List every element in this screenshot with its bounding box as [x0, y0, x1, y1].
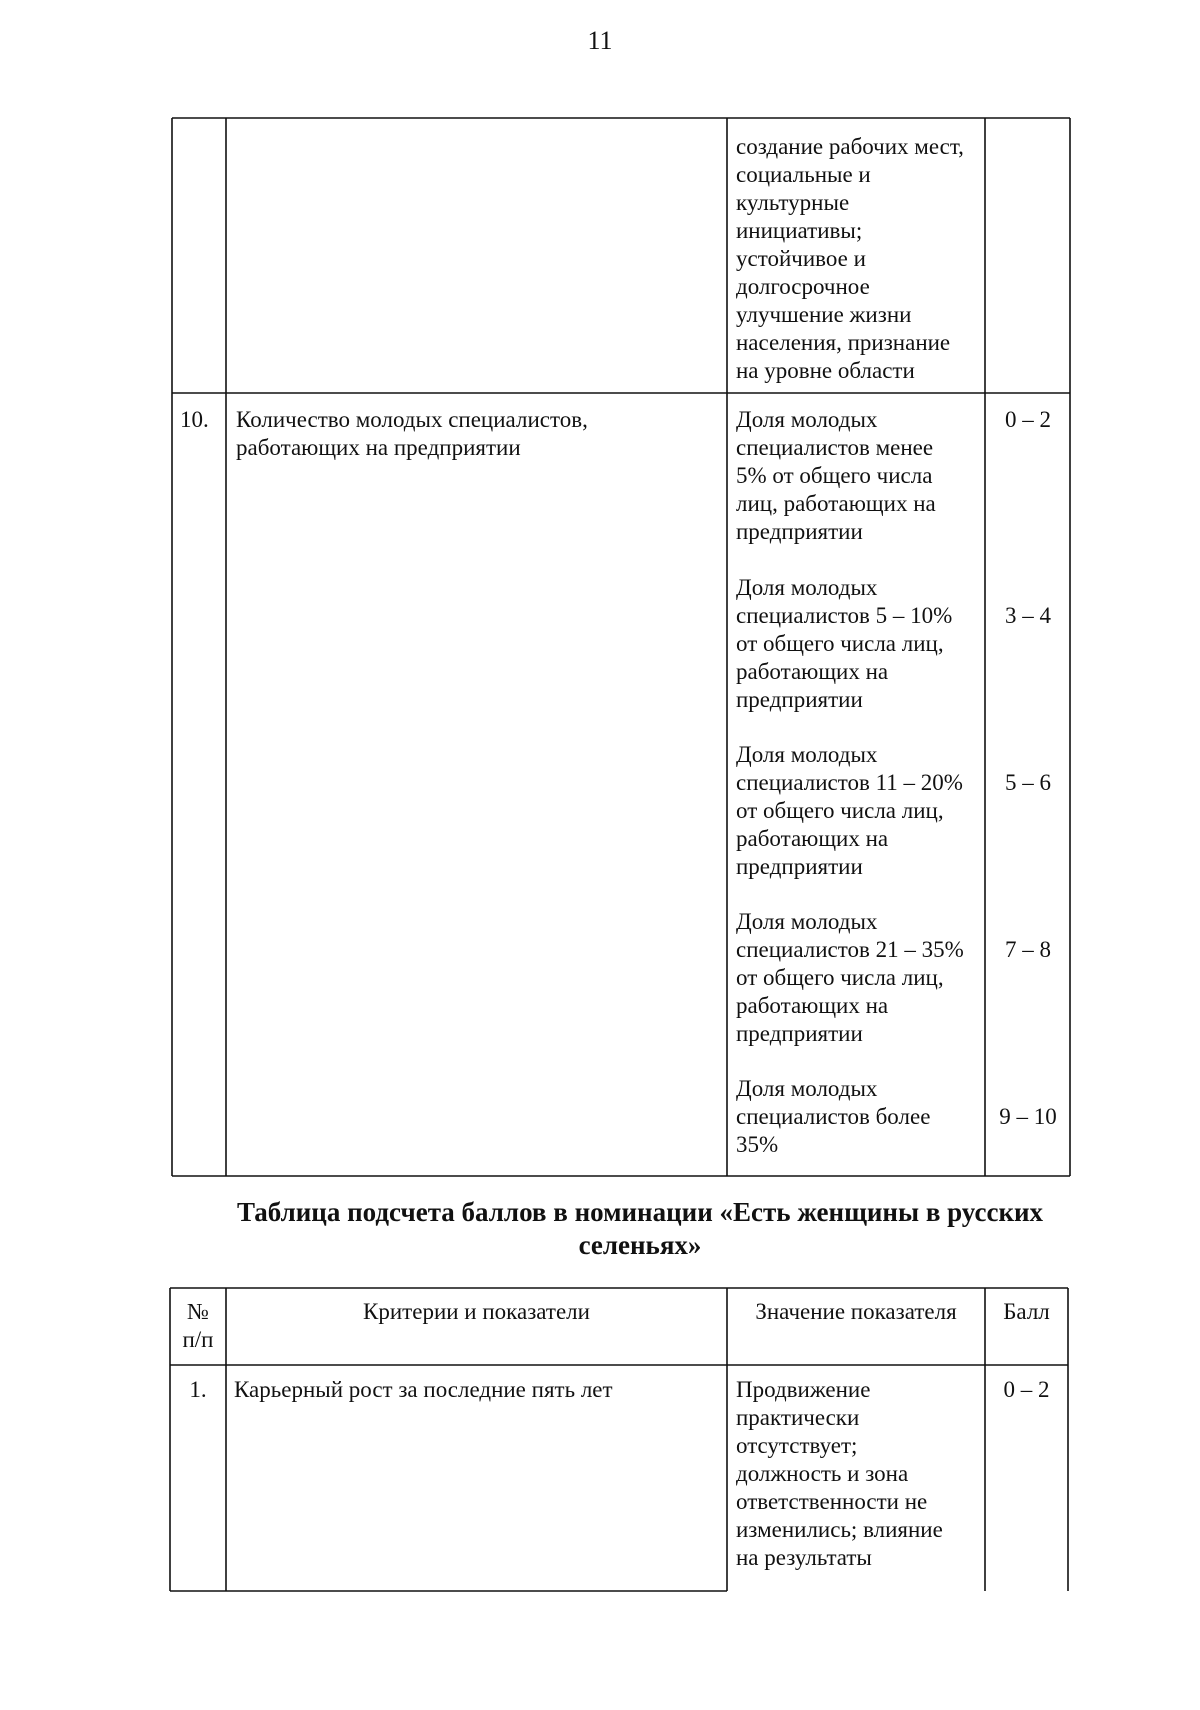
header-criteria: Критерии и показатели — [363, 1299, 590, 1324]
row-10-value-3: Доля молодых специалистов 11 – 20% от общего числа лиц, работающих на предприятии — [736, 742, 963, 879]
header-number: № п/п — [182, 1299, 214, 1352]
header-score: Балл — [1003, 1299, 1050, 1324]
row-10-number: 10. — [180, 407, 209, 432]
row-10-criterion: Количество молодых специалистов, работающих на предприятии — [236, 407, 588, 460]
header-value: Значение показателя — [755, 1299, 957, 1324]
row-1-value: Продвижение практически отсутствует; должность и зона ответственности не изменились; влияние на результаты — [736, 1377, 943, 1570]
row-10-value-5: Доля молодых специалистов более 35% — [736, 1076, 931, 1157]
page-number: 11 — [587, 26, 613, 55]
row-10-score-4: 7 – 8 — [1005, 937, 1051, 962]
row-10-score-2: 3 – 4 — [1005, 603, 1051, 628]
row-1-number: 1. — [189, 1377, 207, 1402]
row-10-value-2: Доля молодых специалистов 5 – 10% от общего числа лиц, работающих на предприятии — [736, 575, 953, 712]
row-1-criterion: Карьерный рост за последние пять лет — [234, 1377, 613, 1402]
row-10-score-1: 0 – 2 — [1005, 407, 1051, 432]
row-10-score-3: 5 – 6 — [1005, 770, 1051, 795]
continuation-value: создание рабочих мест, социальные и культурные инициативы; устойчивое и долгосрочное улучшение жизни населения, признание на уровне области — [736, 134, 964, 383]
row-10-score-5: 9 – 10 — [999, 1104, 1057, 1129]
row-10-value-4: Доля молодых специалистов 21 – 35% от общего числа лиц, работающих на предприятии — [736, 909, 964, 1046]
table-title: Таблица подсчета баллов в номинации «Есть женщины в русских селеньях» — [236, 1197, 1044, 1260]
row-1-score: 0 – 2 — [1003, 1377, 1050, 1402]
row-10-value-1: Доля молодых специалистов менее 5% от общего числа лиц, работающих на предприятии — [736, 407, 936, 544]
